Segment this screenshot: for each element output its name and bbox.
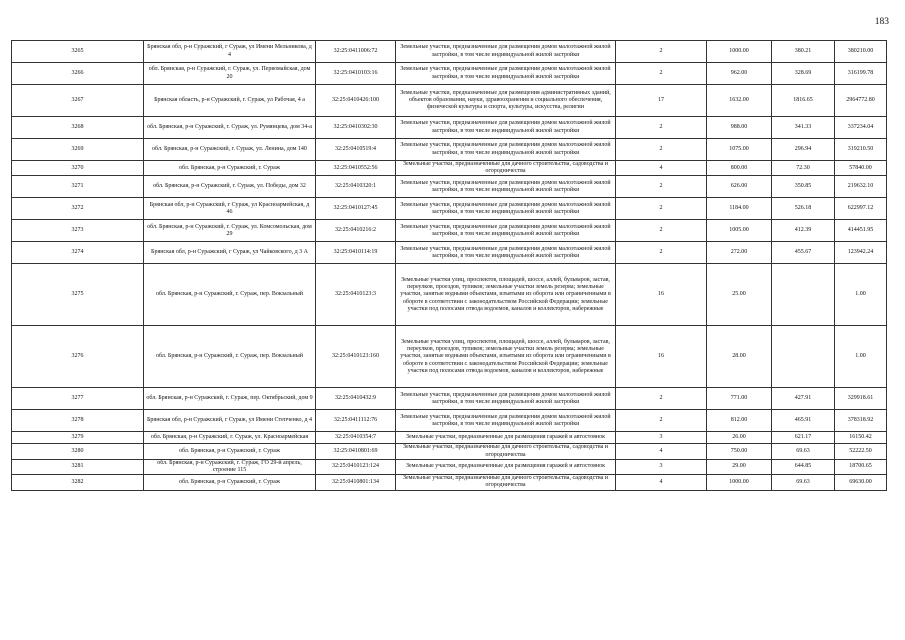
row-number-cell: 3270 <box>12 161 144 176</box>
address-cell: обл. Брянская, р-н Суражский, г. Сураж, ул. Комсомольская, дом 29 <box>144 220 316 242</box>
area-cell: 1184.00 <box>707 198 772 220</box>
row-number-cell: 3265 <box>12 41 144 63</box>
address-cell: Брянская область, р-н Суражский, г. Сураж, ул Рабочая, 4 а <box>144 85 316 117</box>
row-number-cell: 3276 <box>12 326 144 388</box>
use-group-code-cell: 2 <box>616 388 707 410</box>
area-cell: 771.00 <box>707 388 772 410</box>
specific-value-cell: 69.63 <box>772 444 835 459</box>
area-cell: 800.00 <box>707 161 772 176</box>
table-body <box>12 41 887 491</box>
row-number-cell: 3272 <box>12 198 144 220</box>
cadastral-value-cell: 319210.50 <box>835 139 887 161</box>
cadastral-number-cell: 32:25:0410426:100 <box>316 85 396 117</box>
address-cell: обл. Брянская, р-н Суражский, г. Сураж, ул. Первомайская, дом 20 <box>144 63 316 85</box>
specific-value-cell: 455.67 <box>772 242 835 264</box>
land-use-cell: Земельные участки улиц, проспектов, площадей, шоссе, аллей, бульваров, застав, переулков, проездов, тупиков; земельные участки земель резерва; земельные участки, занятые водными объектами, изъятыми из оборота или ограниченными в обороте в соответствии с законодательством Российской Федерации; земельные участки под полосами отвода водоемов, каналов и коллекторов, набережные <box>396 264 616 326</box>
area-cell: 28.00 <box>707 326 772 388</box>
address-cell: обл. Брянская, р-н Суражский, г. Сураж, пер. Вокзальный <box>144 264 316 326</box>
address-cell: обл. Брянская, р-н Суражский, г. Сураж, пер. Октябрьский, дом 9 <box>144 388 316 410</box>
use-group-code-cell: 4 <box>616 444 707 459</box>
cadastral-number-cell: 32:25:0410127:45 <box>316 198 396 220</box>
land-use-cell: Земельные участки улиц, проспектов, площадей, шоссе, аллей, бульваров, застав, переулков, проездов, тупиков; земельные участки земель резерва; земельные участки, занятые водными объектами, изъятыми из оборота или ограниченными в обороте в соответствии с законодательством Российской Федерации; земельные участки под полосами отвода водоемов, каналов и коллекторов, набережные <box>396 326 616 388</box>
address-cell: обл. Брянская, р-н Суражский, г. Сураж <box>144 475 316 490</box>
address-cell: Брянская обл, р-н Суражский, г Сураж, ул Чайковского, д 3 А <box>144 242 316 264</box>
cadastral-number-cell: 32:25:0411112:76 <box>316 410 396 432</box>
use-group-code-cell: 4 <box>616 475 707 490</box>
row-number-cell: 3278 <box>12 410 144 432</box>
land-use-cell: Земельные участки, предназначенные для размещения домов малоэтажной жилой застройки, в том числе индивидуальной жилой застройки <box>396 41 616 63</box>
table-row <box>12 85 887 117</box>
use-group-code-cell: 17 <box>616 85 707 117</box>
cadastral-number-cell: 32:25:0410216:2 <box>316 220 396 242</box>
area-cell: 750.00 <box>707 444 772 459</box>
area-cell: 1000.00 <box>707 475 772 490</box>
row-number-cell: 3269 <box>12 139 144 161</box>
cadastral-value-cell: 123942.24 <box>835 242 887 264</box>
address-cell: обл. Брянская, р-н Суражский, г. Сураж <box>144 444 316 459</box>
cadastral-value-cell: 622997.12 <box>835 198 887 220</box>
cadastral-number-cell: 32:25:0410519:4 <box>316 139 396 161</box>
land-use-cell: Земельные участки, предназначенные для размещения домов малоэтажной жилой застройки, в том числе индивидуальной жилой застройки <box>396 117 616 139</box>
area-cell: 1632.00 <box>707 85 772 117</box>
land-use-cell: Земельные участки, предназначенные для дачного строительства, садоводства и огородничества <box>396 475 616 490</box>
cadastral-value-cell: 414451.95 <box>835 220 887 242</box>
cadastral-number-cell: 32:25:0410354:7 <box>316 432 396 444</box>
specific-value-cell <box>772 264 835 326</box>
cadastral-value-cell: 329918.61 <box>835 388 887 410</box>
use-group-code-cell: 16 <box>616 326 707 388</box>
specific-value-cell: 621.17 <box>772 432 835 444</box>
table-row <box>12 41 887 63</box>
use-group-code-cell: 2 <box>616 176 707 198</box>
area-cell: 988.00 <box>707 117 772 139</box>
cadastral-value-cell: 1.00 <box>835 264 887 326</box>
table-row <box>12 161 887 176</box>
row-number-cell: 3271 <box>12 176 144 198</box>
use-group-code-cell: 2 <box>616 117 707 139</box>
row-number-cell: 3273 <box>12 220 144 242</box>
area-cell: 812.00 <box>707 410 772 432</box>
specific-value-cell: 1816.65 <box>772 85 835 117</box>
cadastral-number-cell: 32:25:0410302:30 <box>316 117 396 139</box>
land-use-cell: Земельные участки, предназначенные для размещения домов малоэтажной жилой застройки, в том числе индивидуальной жилой застройки <box>396 220 616 242</box>
row-number-cell: 3266 <box>12 63 144 85</box>
specific-value-cell: 644.85 <box>772 459 835 474</box>
use-group-code-cell: 2 <box>616 41 707 63</box>
cadastral-number-cell: 32:25:0410801:134 <box>316 475 396 490</box>
table-row <box>12 388 887 410</box>
specific-value-cell: 341.33 <box>772 117 835 139</box>
use-group-code-cell: 16 <box>616 264 707 326</box>
table-row <box>12 117 887 139</box>
table-row <box>12 326 887 388</box>
cadastral-number-cell: 32:25:0410801:69 <box>316 444 396 459</box>
table-row <box>12 410 887 432</box>
use-group-code-cell: 2 <box>616 242 707 264</box>
table-row <box>12 220 887 242</box>
row-number-cell: 3277 <box>12 388 144 410</box>
area-cell: 25.00 <box>707 264 772 326</box>
address-cell: обл. Брянская, р-н Суражский, г. Сураж, ул. Красноармейская <box>144 432 316 444</box>
table-row <box>12 63 887 85</box>
address-cell: обл. Брянская, р-н Суражский, г. Сураж, пер. Вокзальный <box>144 326 316 388</box>
use-group-code-cell: 3 <box>616 459 707 474</box>
cadastral-number-cell: 32:25:0410320:1 <box>316 176 396 198</box>
address-cell: обл. Брянская, р-н Суражский, г. Сураж, ул. Румянцева, дом 34-а <box>144 117 316 139</box>
area-cell: 1075.00 <box>707 139 772 161</box>
table-row <box>12 198 887 220</box>
land-use-cell: Земельные участки, предназначенные для размещения домов малоэтажной жилой застройки, в том числе индивидуальной жилой застройки <box>396 139 616 161</box>
row-number-cell: 3281 <box>12 459 144 474</box>
land-use-cell: Земельные участки, предназначенные для дачного строительства, садоводства и огородничества <box>396 161 616 176</box>
cadastral-number-cell: 32:25:0410123:160 <box>316 326 396 388</box>
table-row <box>12 242 887 264</box>
land-use-cell: Земельные участки, предназначенные для размещения домов малоэтажной жилой застройки, в том числе индивидуальной жилой застройки <box>396 176 616 198</box>
cadastral-value-cell: 16150.42 <box>835 432 887 444</box>
specific-value-cell: 465.91 <box>772 410 835 432</box>
cadastral-value-cell: 316199.78 <box>835 63 887 85</box>
area-cell: 626.00 <box>707 176 772 198</box>
table-row <box>12 264 887 326</box>
row-number-cell: 3274 <box>12 242 144 264</box>
use-group-code-cell: 4 <box>616 161 707 176</box>
cadastral-value-cell: 18700.65 <box>835 459 887 474</box>
cadastral-value-cell: 380210.00 <box>835 41 887 63</box>
cadastral-number-cell: 32:25:0410123:3 <box>316 264 396 326</box>
page-number: 183 <box>874 17 889 27</box>
land-use-cell: Земельные участки, предназначенные для размещения административных зданий, объектов образования, науки, здравоохранения и социального обеспечения, физической культуры и спорта, культуры, искусства, религии <box>396 85 616 117</box>
specific-value-cell: 350.85 <box>772 176 835 198</box>
cadastral-value-cell: 69630.00 <box>835 475 887 490</box>
land-use-cell: Земельные участки, предназначенные для дачного строительства, садоводства и огородничества <box>396 444 616 459</box>
row-number-cell: 3268 <box>12 117 144 139</box>
address-cell: обл. Брянская, р-н Суражский, г. Сураж, ул. Ленина, дом 140 <box>144 139 316 161</box>
table-row <box>12 432 887 444</box>
row-number-cell: 3282 <box>12 475 144 490</box>
cadastral-number-cell: 32:25:0410432:9 <box>316 388 396 410</box>
land-use-cell: Земельные участки, предназначенные для размещения гаражей и автостоянок <box>396 459 616 474</box>
cadastral-number-cell: 32:25:0411006:72 <box>316 41 396 63</box>
area-cell: 26.00 <box>707 432 772 444</box>
use-group-code-cell: 2 <box>616 63 707 85</box>
land-use-cell: Земельные участки, предназначенные для размещения домов малоэтажной жилой застройки, в том числе индивидуальной жилой застройки <box>396 388 616 410</box>
address-cell: обл. Брянская, р-н Суражский, г. Сураж <box>144 161 316 176</box>
cadastral-number-cell: 32:25:0410114:19 <box>316 242 396 264</box>
cadastral-value-cell: 337234.04 <box>835 117 887 139</box>
cadastral-number-cell: 32:25:0410123:124 <box>316 459 396 474</box>
cadastral-value-cell: 52222.50 <box>835 444 887 459</box>
specific-value-cell: 72.30 <box>772 161 835 176</box>
area-cell: 272.00 <box>707 242 772 264</box>
row-number-cell: 3275 <box>12 264 144 326</box>
cadastral-value-cell: 57840.00 <box>835 161 887 176</box>
cadastral-value-table <box>11 40 887 491</box>
specific-value-cell: 380.21 <box>772 41 835 63</box>
address-cell: обл. Брянская, р-н Суражский, г. Сураж, ул. Победы, дом 32 <box>144 176 316 198</box>
cadastral-value-cell: 1.00 <box>835 326 887 388</box>
land-use-cell: Земельные участки, предназначенные для размещения домов малоэтажной жилой застройки, в том числе индивидуальной жилой застройки <box>396 242 616 264</box>
cadastral-number-cell: 32:25:0410552:56 <box>316 161 396 176</box>
specific-value-cell: 328.69 <box>772 63 835 85</box>
use-group-code-cell: 2 <box>616 220 707 242</box>
land-use-cell: Земельные участки, предназначенные для размещения домов малоэтажной жилой застройки, в том числе индивидуальной жилой застройки <box>396 198 616 220</box>
specific-value-cell: 427.91 <box>772 388 835 410</box>
table-row <box>12 475 887 490</box>
use-group-code-cell: 2 <box>616 410 707 432</box>
specific-value-cell: 412.39 <box>772 220 835 242</box>
table-row <box>12 176 887 198</box>
cadastral-value-cell: 219632.10 <box>835 176 887 198</box>
specific-value-cell: 526.18 <box>772 198 835 220</box>
use-group-code-cell: 3 <box>616 432 707 444</box>
address-cell: Брянская обл, р-н Суражский, г Сураж, ул Красноармейская, д 46 <box>144 198 316 220</box>
row-number-cell: 3267 <box>12 85 144 117</box>
table-row <box>12 139 887 161</box>
specific-value-cell: 296.94 <box>772 139 835 161</box>
area-cell: 1005.00 <box>707 220 772 242</box>
area-cell: 962.00 <box>707 63 772 85</box>
area-cell: 1000.00 <box>707 41 772 63</box>
land-use-cell: Земельные участки, предназначенные для размещения гаражей и автостоянок <box>396 432 616 444</box>
cadastral-value-cell: 2964772.80 <box>835 85 887 117</box>
area-cell: 29.00 <box>707 459 772 474</box>
land-use-cell: Земельные участки, предназначенные для размещения домов малоэтажной жилой застройки, в том числе индивидуальной жилой застройки <box>396 63 616 85</box>
specific-value-cell <box>772 326 835 388</box>
address-cell: обл. Брянская, р-н Суражский, г. Сураж, ГО 29-й апрель, строение 115 <box>144 459 316 474</box>
use-group-code-cell: 2 <box>616 139 707 161</box>
address-cell: Брянская обл, р-н Суражский, г Сураж, ул Имени Мельникова, д 4 <box>144 41 316 63</box>
cadastral-value-cell: 378318.92 <box>835 410 887 432</box>
use-group-code-cell: 2 <box>616 198 707 220</box>
row-number-cell: 3279 <box>12 432 144 444</box>
row-number-cell: 3280 <box>12 444 144 459</box>
address-cell: Брянская обл, р-н Суражский, г Сураж, ул Имени Степченко, д 4 <box>144 410 316 432</box>
table-row <box>12 444 887 459</box>
land-use-cell: Земельные участки, предназначенные для размещения домов малоэтажной жилой застройки, в том числе индивидуальной жилой застройки <box>396 410 616 432</box>
table-row <box>12 459 887 474</box>
specific-value-cell: 69.63 <box>772 475 835 490</box>
cadastral-number-cell: 32:25:0410103:16 <box>316 63 396 85</box>
